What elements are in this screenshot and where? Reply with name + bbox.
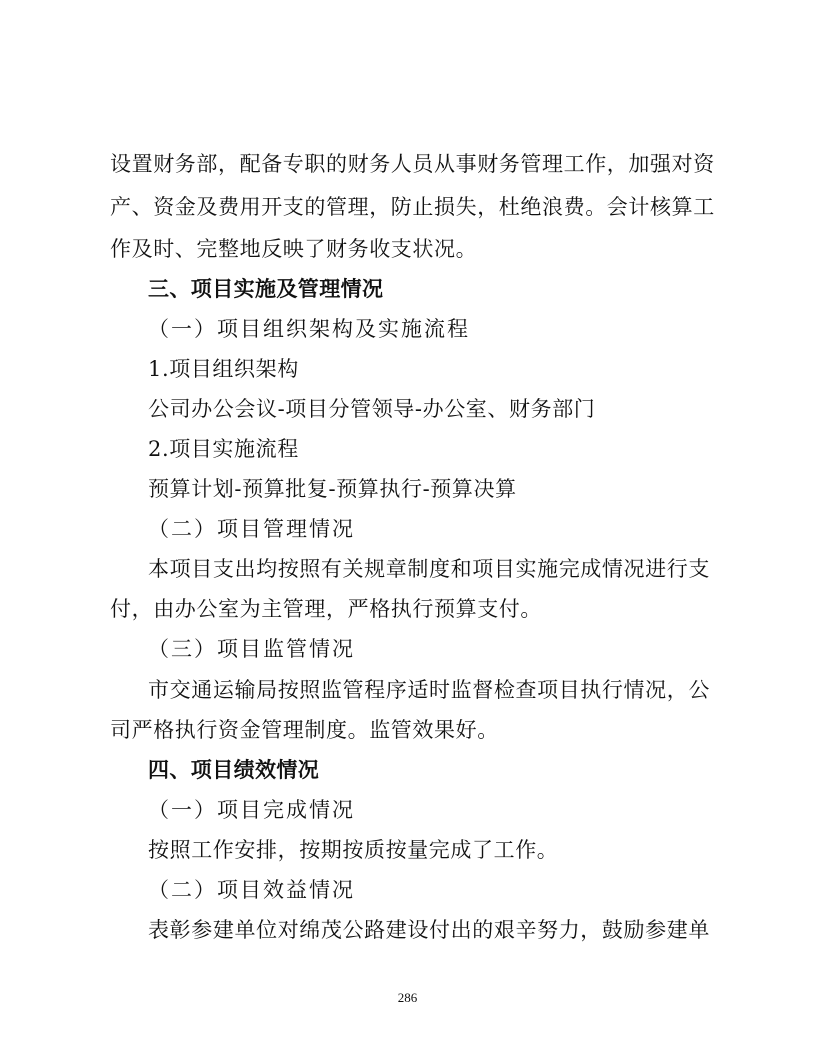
- body-text-line: 作及时、完整地反映了财务收支状况。: [110, 237, 478, 261]
- body-text-line: 预算计划-预算批复-预算执行-预算决算: [148, 477, 517, 501]
- body-text-line: 产、资金及费用开支的管理，防止损失，杜绝浪费。会计核算工: [110, 195, 715, 219]
- item-heading: 1.项目组织架构: [148, 357, 299, 381]
- section-heading: 三、项目实施及管理情况: [148, 277, 384, 301]
- body-text-line: 付，由办公室为主管理，严格执行预算支付。: [110, 597, 542, 621]
- subsection-heading: （一）项目完成情况: [148, 798, 355, 822]
- subsection-heading: （二）项目效益情况: [148, 878, 355, 902]
- body-text-line: 公司办公会议-项目分管领导-办公室、财务部门: [148, 397, 596, 421]
- body-text-line: 市交通运输局按照监管程序适时监督检查项目执行情况，公: [148, 678, 710, 702]
- subsection-heading: （三）项目监管情况: [148, 637, 355, 661]
- section-heading: 四、项目绩效情况: [148, 758, 320, 782]
- body-text-line: 司严格执行资金管理制度。监管效果好。: [110, 718, 499, 742]
- subsection-heading: （一）项目组织架构及实施流程: [148, 317, 470, 341]
- body-text-line: 设置财务部，配备专职的财务人员从事财务管理工作，加强对资: [110, 152, 715, 176]
- body-text-line: 表彰参建单位对绵茂公路建设付出的艰辛努力，鼓励参建单: [148, 918, 710, 942]
- subsection-heading: （二）项目管理情况: [148, 517, 355, 541]
- item-heading: 2.项目实施流程: [148, 437, 299, 461]
- page-number: 286: [397, 990, 418, 1005]
- body-text-line: 按照工作安排，按期按质按量完成了工作。: [148, 838, 559, 862]
- body-text-line: 本项目支出均按照有关规章制度和项目实施完成情况进行支: [148, 557, 710, 581]
